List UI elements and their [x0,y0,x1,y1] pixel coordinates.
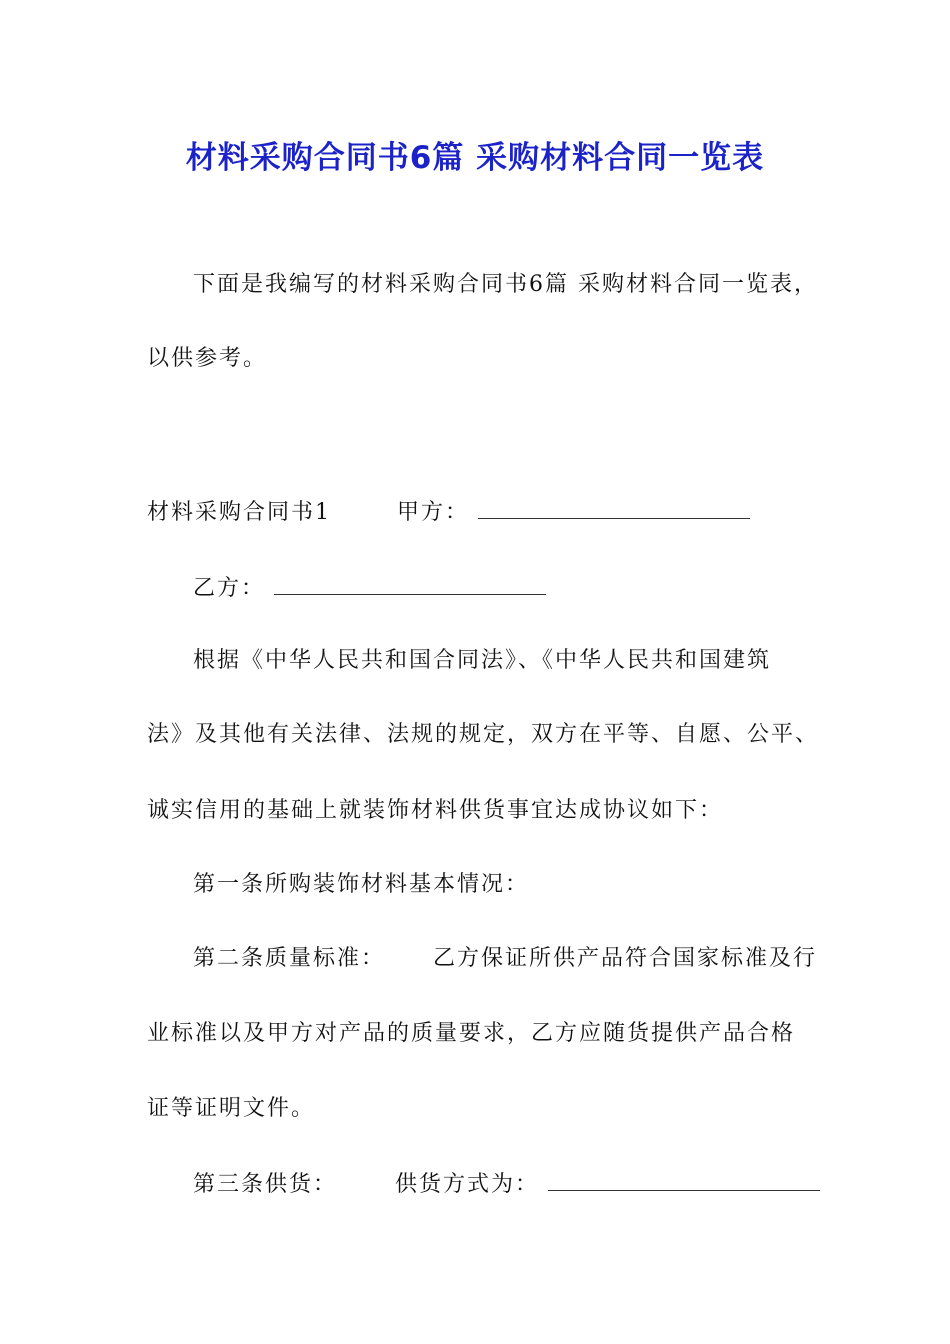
party-b-blank [274,572,546,595]
intro-line-1: 下面是我编写的材料采购合同书6篇 采购材料合同一览表， [193,272,818,297]
article-3-row [193,1168,820,1200]
contract-heading: 材料采购合同书1 [147,500,331,525]
article-3-method-label: 供货方式为： [395,1172,540,1197]
article-2-text-1: 乙方保证所供产品符合国家标准及行 [433,946,818,971]
article-2-row [193,944,817,974]
party-a-row [147,496,750,528]
party-b-row [193,572,546,604]
article-2-line-2: 业标准以及甲方对产品的质量要求，乙方应随货提供产品合格 [147,1021,796,1046]
party-a-label: 甲方： [397,500,470,525]
party-a-blank [478,496,750,519]
basis-line-3: 诚实信用的基础上就装饰材料供货事宜达成协议如下： [147,798,724,823]
article-3-label: 第三条供货： [193,1172,338,1197]
intro-line-2: 以供参考。 [147,346,268,371]
supply-method-blank [548,1168,820,1191]
article-1: 第一条所购装饰材料基本情况： [193,872,530,897]
basis-line-1: 根据《中华人民共和国合同法》、《中华人民共和国建筑 [193,648,772,673]
article-2-line-3: 证等证明文件。 [147,1096,316,1121]
party-b-label: 乙方： [193,576,266,601]
document-title: 材料采购合同书6篇 采购材料合同一览表 [185,140,765,176]
article-2-label: 第二条质量标准： [193,946,386,971]
basis-line-2: 法》及其他有关法律、法规的规定，双方在平等、自愿、公平、 [147,722,820,747]
